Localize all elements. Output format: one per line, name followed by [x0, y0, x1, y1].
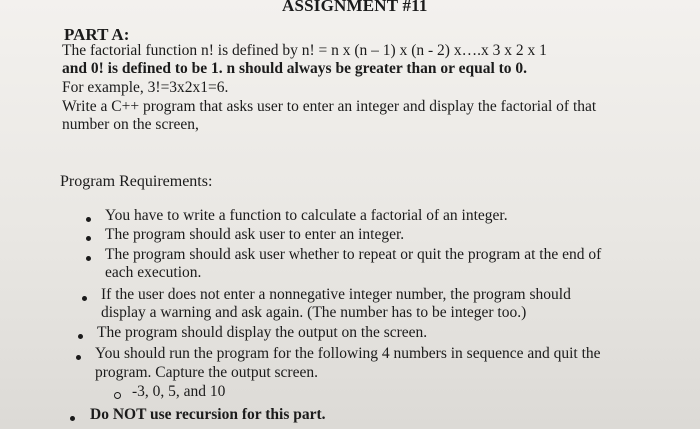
- requirement-item: If the user does not enter a nonnegative integer number, the program should: [101, 286, 571, 303]
- sub-bullet-circle: [114, 392, 121, 399]
- intro-line-5: number on the screen,: [62, 116, 199, 133]
- requirement-item-continued: program. Capture the output screen.: [95, 364, 318, 381]
- requirements-heading: Program Requirements:: [60, 173, 213, 190]
- intro-line-3: For example, 3!=3x2x1=6.: [62, 79, 229, 96]
- bullet-dot: [86, 236, 91, 241]
- requirement-item: You have to write a function to calculate a factorial of an integer.: [105, 207, 508, 224]
- requirement-item: You should run the program for the following 4 numbers in sequence and quit the: [95, 345, 601, 362]
- bullet-dot: [70, 416, 75, 421]
- intro-line-1: The factorial function n! is defined by n! = n x (n – 1) x (n - 2) x….x 3 x 2 x 1: [62, 42, 547, 59]
- requirement-item: The program should ask user to enter an integer.: [105, 226, 405, 243]
- intro-line-2: and 0! is defined to be 1. n should always be greater than or equal to 0.: [62, 60, 528, 77]
- requirement-item-continued: each execution.: [105, 264, 202, 281]
- requirement-item: The program should ask user whether to repeat or quit the program at the end of: [105, 246, 602, 263]
- bullet-dot: [86, 217, 91, 222]
- bullet-dot: [82, 296, 87, 301]
- intro-line-4: Write a C++ program that asks user to enter an integer and display the factorial of that: [62, 98, 597, 115]
- requirement-item-continued: display a warning and ask again. (The number has to be integer too.): [101, 304, 527, 321]
- requirement-sub-item: -3, 0, 5, and 10: [132, 383, 226, 400]
- assignment-title: ASSIGNMENT #11: [282, 0, 428, 15]
- bullet-dot: [78, 334, 83, 339]
- part-heading: PART A:: [64, 25, 130, 44]
- requirement-item: The program should display the output on the screen.: [97, 324, 428, 341]
- requirement-item-bold: Do NOT use recursion for this part.: [90, 406, 326, 423]
- bullet-dot: [86, 256, 91, 261]
- bullet-dot: [76, 355, 81, 360]
